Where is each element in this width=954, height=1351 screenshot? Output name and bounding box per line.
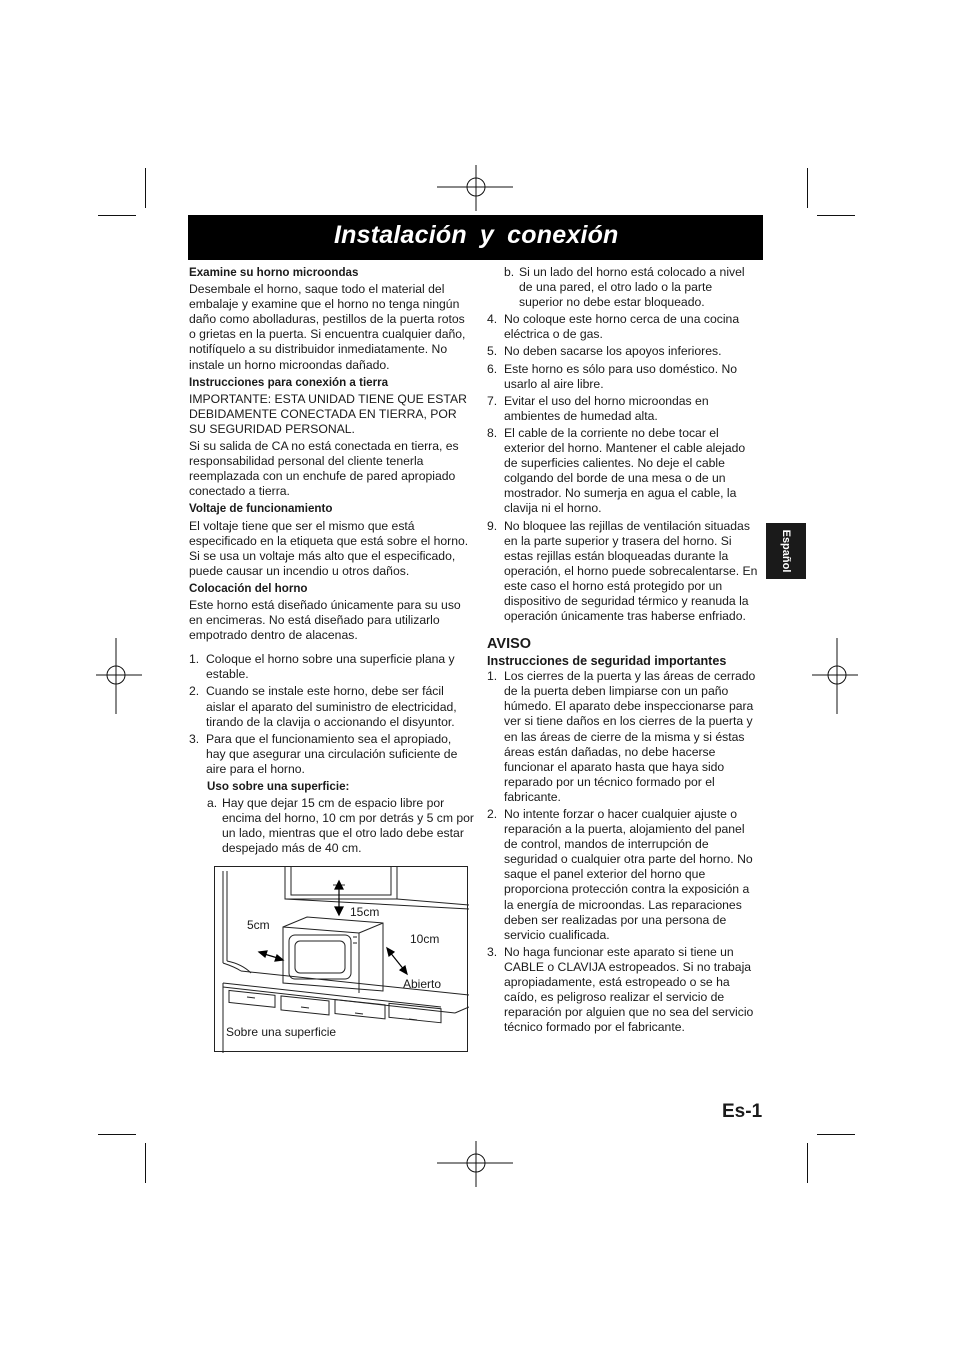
list-item: 2. No intente forzar o hacer cualquier ajuste o reparación a la puerta, alojamiento del panel de control, mandos de interrupción de seguridad o cualquier otra parte del horno. No saque el panel exterior del horno que proporciona protección contra la exposición a la energía de microondas. Las reparaciones deben ser realizadas por una persona de servicio cualificada. [487,807,753,942]
subsection-heading: Uso sobre una superficie: [207,780,350,793]
list-item: 4. No coloque este horno cerca de una cocina eléctrica o de gas. [487,312,740,342]
paragraph: Si su salida de CA no está conectada en tierra, es responsabilidad personal del cliente tenerla reemplazada con un enchufe de pared apropiado conectado a tierra. [189,439,459,499]
crop-mark [817,1134,855,1135]
crop-mark [807,1143,808,1183]
list-item: 3. No haga funcionar este aparato si tiene un CABLE o CLAVIJA estropeados. Si no trabaja apropiadamente, está estropeado o se ha caído, es peligroso realizar el servicio de reparación por alguien que no sea del servicio técnico formado por el fabricante. [487,944,754,1035]
list-item: 6. Este horno es sólo para uso doméstico. No usarlo al aire libre. [487,361,738,391]
right-column [487,265,759,1035]
crop-mark [98,215,136,216]
label-10cm: 10cm [410,932,440,946]
section-heading: Examine su horno microondas [189,266,359,279]
label-5cm: 5cm [247,918,270,932]
label-open: Abierto [403,977,442,991]
paragraph: Este horno está diseñado únicamente para su uso en encimeras. No está diseñado para utilizarlo empotrado dentro de alacenas. [189,597,461,643]
crop-mark [98,1134,136,1135]
crop-mark [807,168,808,208]
section-heading: Voltaje de funcionamiento [189,502,333,516]
paragraph: El voltaje tiene que ser el mismo que está especificado en la etiqueta que está sobre el horno. Si se usa un voltaje más alto que el especificado, puede causar un incendio u otros daños. [189,518,469,578]
registration-mark-bottom [437,1141,517,1187]
page-title: Instalación y conexión [334,221,619,249]
list-item: 1. Coloque el horno sobre una superficie plana y estable. [189,652,455,682]
label-surface: Sobre una superficie [226,1025,337,1039]
list-item: 7. Evitar el uso del horno microondas en ambientes de humedad alta. [487,393,709,423]
crop-mark [817,215,855,216]
registration-mark-right [812,638,858,714]
list-item: b. Si un lado del horno está colocado a nivel de una pared, el otro lado o la parte superior no debe estar bloqueado. [504,265,745,310]
registration-mark-left [96,638,142,714]
crop-mark [145,168,146,208]
title-bar [188,215,763,260]
paragraph: IMPORTANTE: ESTA UNIDAD TIENE QUE ESTAR DEBIDAMENTE CONECTADA EN TIERRA, POR SU SEGURIDAD PERSONAL. [189,391,467,436]
left-column [189,265,474,856]
label-15cm: 15cm [350,905,380,919]
list-item: a. Hay que dejar 15 cm de espacio libre por encima del horno, 10 cm por detrás y 5 cm por un lado, mientras que el otro lado debe estar despejado más de 40 cm. [207,796,474,856]
section-heading: Instrucciones para conexión a tierra [189,375,389,389]
list-item: 3. Para que el funcionamiento sea el apropiado, hay que asegurar una circulación suficiente de aire para el horno. [189,731,458,776]
crop-mark [145,1143,146,1183]
language-tab [766,523,806,579]
page-number: Es-1 [722,1101,763,1122]
list-item: 5. No deben sacarse los apoyos inferiores. [487,344,722,359]
list-item: 9. No bloquee las rejillas de ventilación situadas en la parte superior y trasera del horno. Si estas rejillas están bloqueadas durante la operación, el horno puede sobrecalentarse. En este caso el horno está protegido por un dispositivo de seguridad térmico y reanuda la operación únicamente tras haberse enfriado. [487,518,758,624]
list-item: 8. El cable de la corriente no debe tocar el exterior del horno. Mantener el cable alejado de superficies calientes. No deje el cable colgando del borde de una mesa o de un mostrador. No sumerja en agua el cable, la clavija ni el horno. [487,425,746,516]
section-heading: Colocación del horno [189,581,308,595]
list-item: 1. Los cierres de la puerta y las áreas de cerrado de la puerta deben limpiarse con un paño húmedo. El aparato debe inspeccionarse para ver si tiene daños en los cierres de la puerta y en las áreas de cierre de la misma y si éstas áreas están dañadas, no debe hacerse funcionar el aparato hasta que haya sido reparado por un técnico formado por el fabricante. [487,669,756,804]
list-item: 2. Cuando se instale este horno, debe ser fácil aislar el aparato del suministro de electricidad, tirando de la clavija o accionando el disyuntor. [189,684,457,729]
warning-heading: AVISO [487,636,532,653]
registration-mark-top [437,165,517,211]
warning-subheading: Instrucciones de seguridad importantes [487,654,727,669]
language-tab-label: Español [780,529,792,573]
paragraph: Desembale el horno, saque todo el material del embalaje y examine que el horno no tenga ningún daño como abolladuras, pestillos de la puerta rotos o grietas en la puerta. Si encuentra cualquier daño, notifíquelo a su distribuidor inmediatamente. No instale un horno microondas dañado. [189,282,466,372]
placement-diagram [214,866,468,1052]
